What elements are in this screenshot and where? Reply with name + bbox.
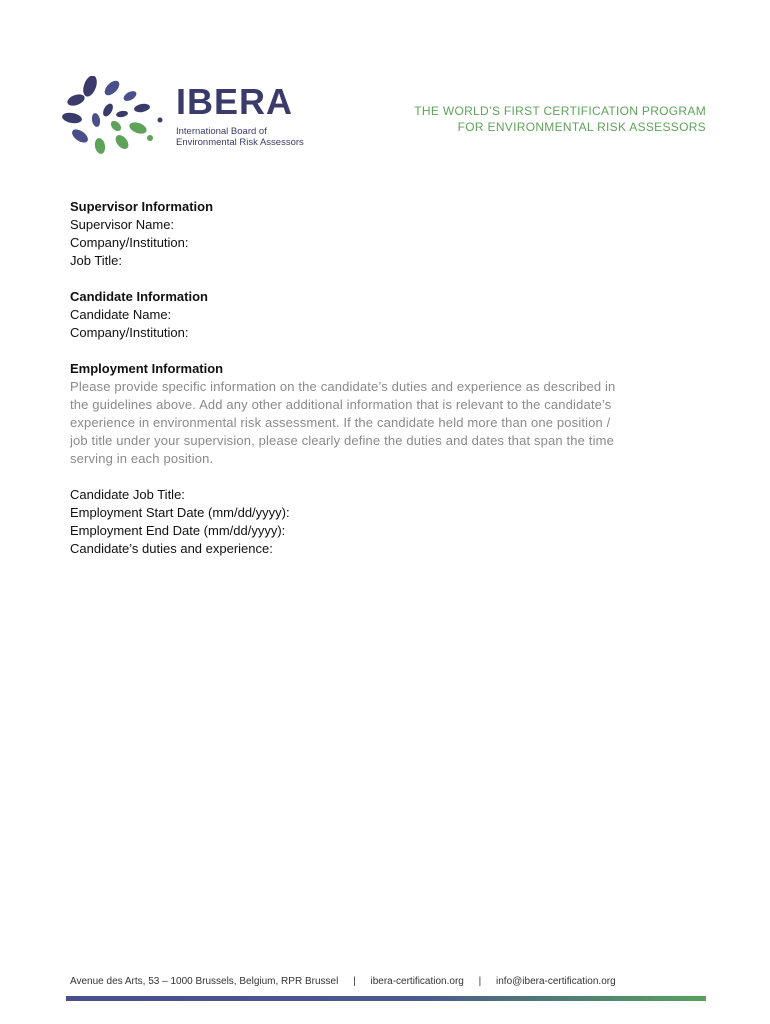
supervisor-name-label: Supervisor Name: <box>70 217 175 232</box>
footer-separator: | <box>478 976 482 987</box>
footer-website: ibera-certification.org <box>370 976 464 987</box>
tagline-line: FOR ENVIRONMENTAL RISK ASSESSORS <box>457 120 706 134</box>
logo-subtitle-line: International Board of <box>176 126 267 137</box>
logo-subtitle <box>176 126 336 148</box>
employment-end-date-label: Employment End Date (mm/dd/yyyy): <box>70 523 286 538</box>
logo-subtitle-line: Environmental Risk Assessors <box>176 137 304 148</box>
employment-instructions <box>70 378 700 468</box>
supervisor-job-title-label: Job Title: <box>70 253 123 268</box>
candidate-section <box>70 288 700 342</box>
instructions-line: serving in each position. <box>70 451 214 466</box>
footer-address: Avenue des Arts, 53 – 1000 Brussels, Belgium, RPR Brussel <box>70 976 339 987</box>
footer-email: info@ibera-certification.org <box>496 976 616 987</box>
footer <box>70 976 706 987</box>
section-title: Candidate Information <box>70 289 208 304</box>
candidate-name-label: Candidate Name: <box>70 307 172 322</box>
section-title: Employment Information <box>70 361 224 376</box>
footer-separator: | <box>353 976 356 987</box>
instructions-line: Please provide specific information on the candidate’s duties and experience as described in <box>70 379 616 394</box>
form-content <box>70 198 700 576</box>
letterhead <box>60 76 710 156</box>
candidate-job-title-label: Candidate Job Title: <box>70 487 185 502</box>
candidate-duties-label: Candidate’s duties and experience: <box>70 541 273 556</box>
instructions-line: job title under your supervision, please clearly define the duties and dates that span the time <box>70 433 614 448</box>
employment-start-date-label: Employment Start Date (mm/dd/yyyy): <box>70 505 290 520</box>
footer-bar <box>66 996 706 1001</box>
spiral-leaf-icon <box>60 76 170 156</box>
employment-details <box>70 486 700 558</box>
candidate-company-label: Company/Institution: <box>70 325 189 340</box>
tagline-line: THE WORLD’S FIRST CERTIFICATION PROGRAM <box>414 104 706 118</box>
employment-section <box>70 360 700 468</box>
logo-name: IBERA <box>176 81 294 122</box>
supervisor-section <box>70 198 700 270</box>
supervisor-company-label: Company/Institution: <box>70 235 189 250</box>
instructions-line: experience in environmental risk assessment. If the candidate held more than one position / <box>70 415 611 430</box>
instructions-line: the guidelines above. Add any other additional information that is relevant to the candidate’s <box>70 397 612 412</box>
section-title: Supervisor Information <box>70 199 214 214</box>
tagline <box>414 103 706 135</box>
